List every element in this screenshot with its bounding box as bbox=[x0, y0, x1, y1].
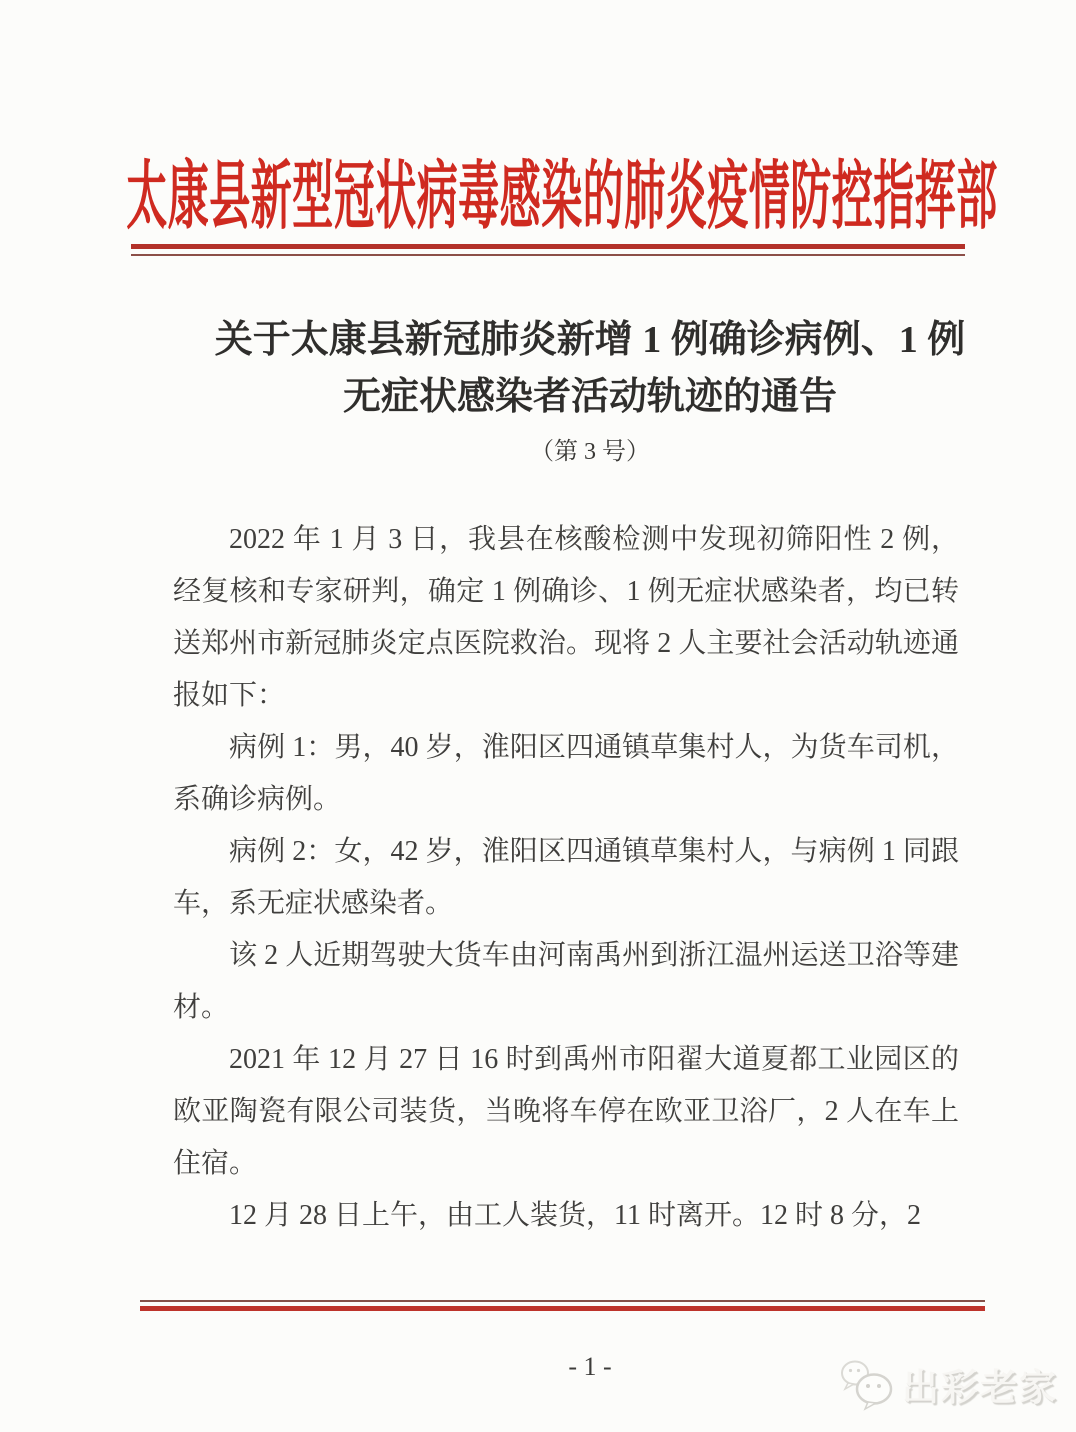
document-body bbox=[173, 514, 959, 1242]
header-rule-thin bbox=[131, 254, 965, 256]
body-paragraph: 病例 1：男，40 岁，淮阳区四通镇草集村人，为货车司机，系确诊病例。 bbox=[173, 732, 959, 815]
header-double-rule bbox=[131, 244, 965, 256]
document-title-line2: 无症状感染者活动轨迹的通告 bbox=[342, 376, 837, 418]
body-paragraph: 12 月 28 日上午，由工人装货，11 时离开。12 时 8 分，2 bbox=[229, 1200, 921, 1231]
document-number: （第 3 号） bbox=[530, 439, 650, 465]
watermark-label: 出彩老家 bbox=[902, 1367, 1058, 1408]
footer-rule-thin bbox=[140, 1300, 985, 1302]
masthead-title: 太康县新型冠状病毒感染的肺炎疫情防控指挥部 bbox=[126, 154, 998, 238]
footer-double-rule bbox=[140, 1300, 985, 1311]
header-rule-thick bbox=[131, 244, 965, 249]
document-title-line1: 关于太康县新冠肺炎新增 1 例确诊病例、1 例 bbox=[214, 319, 966, 361]
footer-rule-thick bbox=[140, 1306, 985, 1311]
body-paragraph: 2022 年 1 月 3 日，我县在核酸检测中发现初筛阳性 2 例，经复核和专家研判，确定 1 例确诊、1 例无症状感染者，均已转送郑州市新冠肺炎定点医院救治。现将 2 人主要社会活动轨迹通报如下： bbox=[173, 524, 959, 711]
body-paragraph: 该 2 人近期驾驶大货车由河南禹州到浙江温州运送卫浴等建材。 bbox=[173, 940, 959, 1023]
body-paragraph: 2021 年 12 月 27 日 16 时到禹州市阳翟大道夏都工业园区的欧亚陶瓷有限公司装货，当晚将车停在欧亚卫浴厂，2 人在车上住宿。 bbox=[173, 1044, 959, 1179]
watermark bbox=[838, 1356, 1058, 1412]
page-number: - 1 - bbox=[568, 1352, 612, 1381]
document-title bbox=[200, 312, 980, 426]
wechat-logo-icon bbox=[838, 1356, 896, 1412]
body-paragraph: 病例 2：女，42 岁，淮阳区四通镇草集村人，与病例 1 同跟车，系无症状感染者。 bbox=[173, 836, 959, 919]
